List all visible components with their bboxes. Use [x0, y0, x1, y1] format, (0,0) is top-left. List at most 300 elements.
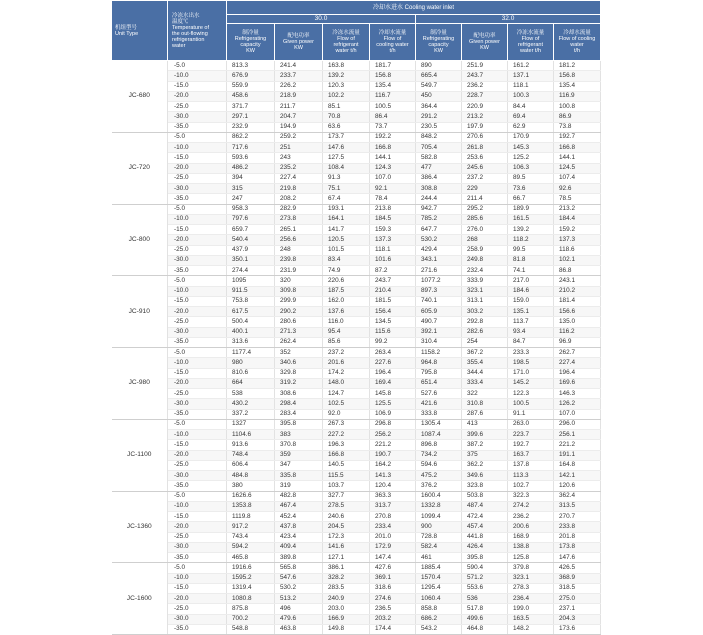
value-cell: 240.9 [323, 594, 370, 604]
value-cell: 156.8 [370, 71, 416, 81]
value-cell: 347 [275, 460, 323, 470]
value-cell: 113.3 [508, 471, 554, 481]
value-cell: 291.2 [416, 112, 462, 122]
value-cell: 245.6 [462, 163, 508, 173]
value-cell: 292.8 [462, 317, 508, 327]
value-cell: 335.8 [275, 471, 323, 481]
value-cell: 163.8 [323, 61, 370, 71]
value-cell: 164.2 [370, 460, 416, 470]
value-cell: 237.2 [462, 173, 508, 183]
value-cell: 513.2 [275, 594, 323, 604]
value-cell: 387.2 [462, 440, 508, 450]
value-cell: 1119.8 [227, 512, 275, 522]
value-cell: 193.1 [323, 204, 370, 214]
table-row [112, 624, 601, 634]
value-cell: 211.7 [275, 102, 323, 112]
table-row [112, 153, 601, 163]
value-cell: 296.0 [554, 419, 601, 429]
temperature-cell: -10.0 [168, 286, 227, 296]
value-cell: 120.3 [323, 81, 370, 91]
value-cell: 213.8 [370, 204, 416, 214]
value-cell: 228.7 [462, 91, 508, 101]
value-cell: 141.7 [323, 225, 370, 235]
value-cell: 200.6 [508, 522, 554, 532]
temperature-cell: -5.0 [168, 204, 227, 214]
temperature-cell: -20.0 [168, 235, 227, 245]
value-cell: 159.3 [370, 225, 416, 235]
value-cell: 142.1 [554, 471, 601, 481]
value-cell: 124.5 [554, 163, 601, 173]
value-cell: 262.7 [554, 348, 601, 358]
value-cell: 118.2 [508, 235, 554, 245]
value-cell: 223.7 [508, 430, 554, 440]
value-cell: 147.6 [323, 143, 370, 153]
value-cell: 753.8 [227, 296, 275, 306]
value-cell: 413 [462, 419, 508, 429]
value-cell: 134.5 [370, 317, 416, 327]
value-cell: 141.3 [370, 471, 416, 481]
value-cell: 858.8 [416, 604, 462, 614]
value-cell: 227.4 [554, 358, 601, 368]
temperature-cell: -35.0 [168, 337, 227, 347]
value-cell: 173.6 [554, 624, 601, 634]
value-cell: 125.5 [370, 399, 416, 409]
table-row [112, 399, 601, 409]
value-cell: 196.3 [323, 440, 370, 450]
value-cell: 220.9 [462, 102, 508, 112]
value-cell: 173.8 [554, 542, 601, 552]
value-cell: 203.2 [370, 614, 416, 624]
subheader-32-capacity: 制冷量 Refrigerating capacity KW [416, 24, 462, 61]
table-row [112, 307, 601, 317]
value-cell: 1177.4 [227, 348, 275, 358]
value-cell: 217.0 [508, 276, 554, 286]
value-cell: 797.6 [227, 214, 275, 224]
value-cell: 137.3 [554, 235, 601, 245]
value-cell: 181.2 [554, 61, 601, 71]
value-cell: 263.4 [370, 348, 416, 358]
value-cell: 461 [416, 553, 462, 563]
value-cell: 327.7 [323, 491, 370, 501]
value-cell: 102.1 [554, 255, 601, 265]
value-cell: 278.5 [323, 501, 370, 511]
value-cell: 340.6 [275, 358, 323, 368]
value-cell: 125.8 [508, 553, 554, 563]
temperature-cell: -15.0 [168, 583, 227, 593]
value-cell: 244.4 [416, 194, 462, 204]
value-cell: 192.7 [554, 132, 601, 142]
value-cell: 303.2 [462, 307, 508, 317]
value-cell: 256.6 [275, 235, 323, 245]
value-cell: 237.1 [554, 604, 601, 614]
table-row [112, 266, 601, 276]
value-cell: 124.3 [370, 163, 416, 173]
value-cell: 256.2 [370, 430, 416, 440]
value-cell: 62.9 [508, 122, 554, 132]
value-cell: 84.7 [508, 337, 554, 347]
value-cell: 170.9 [508, 132, 554, 142]
table-row [112, 583, 601, 593]
value-cell: 232.9 [227, 122, 275, 132]
value-cell: 201.0 [370, 532, 416, 542]
value-cell: 676.9 [227, 71, 275, 81]
value-cell: 897.3 [416, 286, 462, 296]
table-row [112, 358, 601, 368]
unit-type-cell: JC-1600 [112, 563, 168, 635]
table-body [112, 61, 601, 635]
value-cell: 226.2 [275, 81, 323, 91]
value-cell: 137.1 [508, 71, 554, 81]
value-cell: 144.1 [554, 153, 601, 163]
value-cell: 208.2 [275, 194, 323, 204]
value-cell: 102.7 [508, 481, 554, 491]
value-cell: 484.8 [227, 471, 275, 481]
value-cell: 144.1 [370, 153, 416, 163]
table-row [112, 173, 601, 183]
value-cell: 187.5 [323, 286, 370, 296]
value-cell: 106.9 [370, 409, 416, 419]
value-cell: 328.2 [323, 573, 370, 583]
value-cell: 367.2 [462, 348, 508, 358]
value-cell: 194.9 [275, 122, 323, 132]
table-row [112, 214, 601, 224]
value-cell: 241.4 [275, 61, 323, 71]
temperature-cell: -5.0 [168, 563, 227, 573]
value-cell: 270.8 [370, 512, 416, 522]
temperature-cell: -35.0 [168, 409, 227, 419]
value-cell: 233.3 [508, 348, 554, 358]
temperature-cell: -25.0 [168, 102, 227, 112]
temperature-cell: -20.0 [168, 594, 227, 604]
value-cell: 313.6 [227, 337, 275, 347]
value-cell: 1158.2 [416, 348, 462, 358]
table-row [112, 71, 601, 81]
value-cell: 386.4 [416, 173, 462, 183]
value-cell: 1626.6 [227, 491, 275, 501]
table-row [112, 604, 601, 614]
value-cell: 273.8 [275, 214, 323, 224]
value-cell: 743.4 [227, 532, 275, 542]
temperature-cell: -25.0 [168, 317, 227, 327]
value-cell: 149.8 [323, 624, 370, 634]
temperature-cell: -5.0 [168, 276, 227, 286]
value-cell: 236.2 [508, 512, 554, 522]
unit-type-cell: JC-1360 [112, 491, 168, 563]
value-cell: 196.4 [554, 368, 601, 378]
value-cell: 147.4 [370, 553, 416, 563]
value-cell: 362.2 [462, 460, 508, 470]
value-cell: 1077.2 [416, 276, 462, 286]
value-cell: 1087.4 [416, 430, 462, 440]
value-cell: 78.4 [370, 194, 416, 204]
value-cell: 315 [227, 184, 275, 194]
table-row [112, 348, 601, 358]
value-cell: 547.6 [275, 573, 323, 583]
value-cell: 249.8 [462, 255, 508, 265]
value-cell: 728.8 [416, 532, 462, 542]
value-cell: 352 [275, 348, 323, 358]
value-cell: 166.8 [370, 143, 416, 153]
value-cell: 261.8 [462, 143, 508, 153]
value-cell: 166.9 [323, 614, 370, 624]
value-cell: 465.8 [227, 553, 275, 563]
value-cell: 399.6 [462, 430, 508, 440]
value-cell: 135.4 [370, 81, 416, 91]
temperature-cell: -5.0 [168, 61, 227, 71]
value-cell: 1353.8 [227, 501, 275, 511]
temperature-cell: -25.0 [168, 532, 227, 542]
value-cell: 647.7 [416, 225, 462, 235]
value-cell: 479.6 [275, 614, 323, 624]
table-row [112, 522, 601, 532]
temperature-cell: -25.0 [168, 389, 227, 399]
value-cell: 274.2 [508, 501, 554, 511]
value-cell: 101.5 [323, 245, 370, 255]
value-cell: 848.2 [416, 132, 462, 142]
value-cell: 83.4 [323, 255, 370, 265]
value-cell: 1305.4 [416, 419, 462, 429]
subheader-32-refrigerant-flow: 冷冻水流量 Flow of refrigerant water t/h [508, 24, 554, 61]
value-cell: 227.6 [370, 358, 416, 368]
temperature-cell: -5.0 [168, 419, 227, 429]
value-cell: 233.4 [370, 522, 416, 532]
value-cell: 298.4 [275, 399, 323, 409]
value-cell: 135.0 [554, 317, 601, 327]
table-row [112, 194, 601, 204]
value-cell: 503.8 [462, 491, 508, 501]
value-cell: 169.4 [370, 378, 416, 388]
value-cell: 606.4 [227, 460, 275, 470]
temperature-cell: -30.0 [168, 112, 227, 122]
value-cell: 124.7 [323, 389, 370, 399]
temperature-cell: -10.0 [168, 214, 227, 224]
value-cell: 92.6 [554, 184, 601, 194]
value-cell: 115.5 [323, 471, 370, 481]
value-cell: 91.1 [508, 409, 554, 419]
value-cell: 426.4 [462, 542, 508, 552]
value-cell: 221.2 [370, 440, 416, 450]
value-cell: 333.8 [416, 409, 462, 419]
value-cell: 421.6 [416, 399, 462, 409]
value-cell: 102.5 [323, 399, 370, 409]
value-cell: 900 [416, 522, 462, 532]
value-cell: 452.4 [275, 512, 323, 522]
value-cell: 73.8 [554, 122, 601, 132]
value-cell: 1099.4 [416, 512, 462, 522]
value-cell: 359 [275, 450, 323, 460]
value-cell: 156.8 [554, 71, 601, 81]
unit-type-cell: JC-910 [112, 276, 168, 348]
value-cell: 271.6 [416, 266, 462, 276]
value-cell: 243.1 [554, 276, 601, 286]
value-cell: 102.2 [323, 91, 370, 101]
value-cell: 437.8 [275, 522, 323, 532]
value-cell: 99.5 [508, 245, 554, 255]
value-cell: 116.9 [554, 91, 601, 101]
value-cell: 184.5 [370, 214, 416, 224]
value-cell: 395.8 [275, 419, 323, 429]
value-cell: 210.2 [554, 286, 601, 296]
value-cell: 322 [462, 389, 508, 399]
value-cell: 308.6 [275, 389, 323, 399]
value-cell: 290.2 [275, 307, 323, 317]
value-cell: 323.1 [462, 286, 508, 296]
value-cell: 464.8 [462, 624, 508, 634]
table-row [112, 61, 601, 71]
value-cell: 875.8 [227, 604, 275, 614]
value-cell: 394 [227, 173, 275, 183]
temperature-cell: -15.0 [168, 440, 227, 450]
value-cell: 543.2 [416, 624, 462, 634]
value-cell: 911.5 [227, 286, 275, 296]
value-cell: 475.2 [416, 471, 462, 481]
value-cell: 101.6 [370, 255, 416, 265]
temperature-cell: -30.0 [168, 542, 227, 552]
value-cell: 236.5 [370, 604, 416, 614]
temperature-cell: -10.0 [168, 501, 227, 511]
value-cell: 527.6 [416, 389, 462, 399]
value-cell: 159.0 [508, 296, 554, 306]
unit-type-cell: JC-800 [112, 204, 168, 276]
value-cell: 251 [275, 143, 323, 153]
value-cell: 271.3 [275, 327, 323, 337]
temperature-cell: -25.0 [168, 604, 227, 614]
value-cell: 192.7 [508, 440, 554, 450]
table-row [112, 389, 601, 399]
value-cell: 423.4 [275, 532, 323, 542]
value-cell: 400.1 [227, 327, 275, 337]
value-cell: 282.9 [275, 204, 323, 214]
value-cell: 156.4 [370, 307, 416, 317]
value-cell: 221.2 [554, 440, 601, 450]
value-cell: 538 [227, 389, 275, 399]
table-row [112, 286, 601, 296]
temperature-cell: -20.0 [168, 450, 227, 460]
value-cell: 204.3 [554, 614, 601, 624]
value-cell: 127.1 [323, 553, 370, 563]
value-cell: 450 [416, 91, 462, 101]
temperature-cell: -35.0 [168, 553, 227, 563]
value-cell: 323.8 [462, 481, 508, 491]
value-cell: 73.7 [370, 122, 416, 132]
temperature-cell: -35.0 [168, 266, 227, 276]
value-cell: 942.7 [416, 204, 462, 214]
value-cell: 181.4 [554, 296, 601, 306]
value-cell: 240.6 [323, 512, 370, 522]
value-cell: 276.0 [462, 225, 508, 235]
value-cell: 717.6 [227, 143, 275, 153]
value-cell: 74.9 [323, 266, 370, 276]
table-row [112, 255, 601, 265]
value-cell: 213.2 [462, 112, 508, 122]
value-cell: 100.5 [370, 102, 416, 112]
value-cell: 63.6 [323, 122, 370, 132]
value-cell: 890 [416, 61, 462, 71]
value-cell: 496 [275, 604, 323, 614]
value-cell: 320 [275, 276, 323, 286]
value-cell: 350.1 [227, 255, 275, 265]
value-cell: 251.9 [462, 61, 508, 71]
temperature-cell: -15.0 [168, 225, 227, 235]
value-cell: 322.3 [508, 491, 554, 501]
value-cell: 191.1 [554, 450, 601, 460]
temperature-cell: -10.0 [168, 573, 227, 583]
temperature-cell: -30.0 [168, 399, 227, 409]
table-row [112, 553, 601, 563]
value-cell: 162.0 [323, 296, 370, 306]
table-row [112, 245, 601, 255]
value-cell: 355.4 [462, 358, 508, 368]
temperature-cell: -25.0 [168, 245, 227, 255]
table-header [112, 1, 601, 61]
temperature-cell: -20.0 [168, 378, 227, 388]
value-cell: 472.4 [462, 512, 508, 522]
value-cell: 700.2 [227, 614, 275, 624]
table-row [112, 471, 601, 481]
cooling-water-inlet-header: 冷却水进水 Cooling water inlet [227, 1, 601, 15]
temperature-cell: -30.0 [168, 614, 227, 624]
subheader-32-power: 配电功率 Given power KW [462, 24, 508, 61]
value-cell: 383 [275, 430, 323, 440]
value-cell: 333.4 [462, 378, 508, 388]
value-cell: 740.1 [416, 296, 462, 306]
value-cell: 198.5 [508, 358, 554, 368]
table-row [112, 614, 601, 624]
value-cell: 487.4 [462, 501, 508, 511]
value-cell: 148.0 [323, 378, 370, 388]
temperature-cell: -15.0 [168, 153, 227, 163]
value-cell: 309.8 [275, 286, 323, 296]
value-cell: 268 [462, 235, 508, 245]
value-cell: 659.7 [227, 225, 275, 235]
table-row [112, 594, 601, 604]
value-cell: 66.7 [508, 194, 554, 204]
value-cell: 86.8 [554, 266, 601, 276]
value-cell: 540.4 [227, 235, 275, 245]
value-cell: 67.4 [323, 194, 370, 204]
value-cell: 263.0 [508, 419, 554, 429]
value-cell: 964.8 [416, 358, 462, 368]
value-cell: 285.6 [462, 214, 508, 224]
table-row [112, 368, 601, 378]
value-cell: 559.9 [227, 81, 275, 91]
value-cell: 139.2 [508, 225, 554, 235]
value-cell: 283.5 [323, 583, 370, 593]
value-cell: 549.7 [416, 81, 462, 91]
value-cell: 243.7 [370, 276, 416, 286]
value-cell: 164.8 [554, 460, 601, 470]
value-cell: 517.8 [462, 604, 508, 614]
value-cell: 548.8 [227, 624, 275, 634]
value-cell: 147.6 [554, 553, 601, 563]
value-cell: 270.6 [462, 132, 508, 142]
value-cell: 256.1 [554, 430, 601, 440]
subheader-30-cooling-flow: 冷却水流量 Flow of cooling water t/h [370, 24, 416, 61]
value-cell: 310.8 [462, 399, 508, 409]
value-cell: 376.2 [416, 481, 462, 491]
value-cell: 204.7 [275, 112, 323, 122]
value-cell: 184.4 [554, 214, 601, 224]
value-cell: 813.3 [227, 61, 275, 71]
table-row [112, 184, 601, 194]
value-cell: 219.8 [275, 184, 323, 194]
value-cell: 795.8 [416, 368, 462, 378]
value-cell: 371.7 [227, 102, 275, 112]
value-cell: 126.2 [554, 399, 601, 409]
table-row [112, 563, 601, 573]
value-cell: 571.2 [462, 573, 508, 583]
temperature-cell: -35.0 [168, 122, 227, 132]
